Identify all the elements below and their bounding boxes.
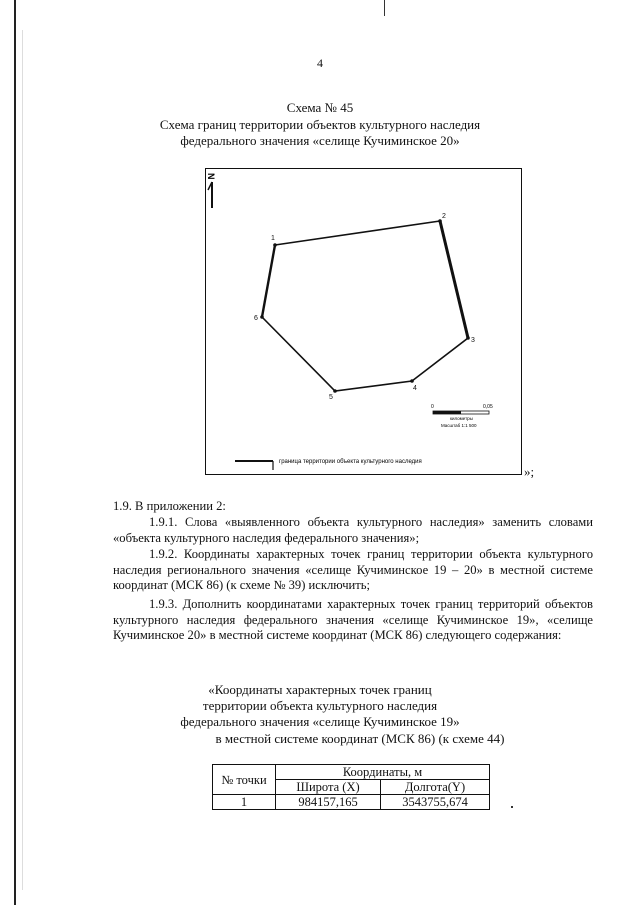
coords-title-line3: федерального значения «селище Кучиминское 19» bbox=[180, 714, 460, 729]
header-lon: Долгота(Y) bbox=[381, 780, 490, 795]
section-heading: 1.9. В приложении 2: bbox=[113, 499, 226, 513]
paragraph-1-9-2: 1.9.2. Координаты характерных точек границ территории объекта культурного наследия регионального значения «селище Кучиминское 19 – 20» в местной системе координат (МСК 86) (к схеме № 39) исключить; bbox=[113, 547, 593, 592]
scheme-map bbox=[205, 168, 522, 475]
vertex-5 bbox=[333, 389, 337, 393]
cell-lon: 3543755,674 bbox=[381, 795, 490, 810]
boundary-polygon bbox=[262, 221, 468, 391]
top-scan-mark bbox=[384, 0, 385, 16]
scale-start: 0 bbox=[430, 403, 434, 410]
vertex-label-6: 6 bbox=[253, 314, 258, 322]
paragraph-1-9-1: 1.9.1. Слова «выявленного объекта культурного наследия» заменить словами «объекта культурного наследия федерального значения»; bbox=[113, 515, 593, 545]
scheme-map-frame bbox=[205, 168, 522, 475]
legend bbox=[235, 459, 422, 470]
boundary-heavy-edge bbox=[440, 221, 468, 338]
vertex-label-1: 1 bbox=[270, 234, 275, 242]
page-number: 4 bbox=[317, 56, 323, 70]
coordinates-table bbox=[212, 764, 490, 810]
scheme-subtitle-line2: федерального значения «селище Кучиминское 20» bbox=[180, 133, 460, 148]
header-coords: Координаты, м bbox=[276, 765, 490, 780]
legend-text: граница территории объекта культурного наследия bbox=[278, 458, 422, 465]
coords-title-line2: территории объекта культурного наследия bbox=[202, 698, 438, 713]
boundary-heavy-edge-west bbox=[262, 245, 275, 317]
cell-lat: 984157,165 bbox=[276, 795, 381, 810]
header-point: № точки bbox=[213, 765, 276, 795]
vertex-1 bbox=[273, 243, 277, 247]
scale-text: Масштаб 1:1 500 bbox=[440, 422, 477, 428]
cell-point: 1 bbox=[213, 795, 276, 810]
vertex-3 bbox=[466, 336, 470, 340]
table-row bbox=[213, 795, 490, 810]
vertex-6 bbox=[260, 315, 264, 319]
scale-unit: километры bbox=[449, 415, 473, 421]
paragraph-1-9-3: 1.9.3. Дополнить координатами характерных точек границ территорий объектов культурного наследия федерального значения «селище Кучиминское 19», «селище Кучиминское 20» в местной системе координат (МСК 86) следующего содержания: bbox=[113, 597, 593, 642]
scheme-subtitle-line1: Схема границ территории объектов культурного наследия bbox=[159, 117, 481, 132]
north-arrow-icon bbox=[208, 182, 212, 208]
vertex-label-2: 2 bbox=[441, 212, 446, 220]
header-lat: Широта (X) bbox=[276, 780, 381, 795]
coords-title-line1: «Координаты характерных точек границ bbox=[208, 682, 432, 697]
scale-end: 0,05 bbox=[482, 403, 493, 410]
scheme-closing-quote: »; bbox=[524, 464, 535, 479]
vertex-label-4: 4 bbox=[412, 384, 417, 392]
coords-title-line4: в местной системе координат (МСК 86) (к схеме 44) bbox=[215, 731, 505, 746]
vertex-label-3: 3 bbox=[470, 336, 475, 344]
scheme-title: Схема № 45 bbox=[286, 100, 354, 115]
north-label: N bbox=[205, 172, 216, 179]
scale-bar bbox=[431, 404, 493, 428]
vertex-4 bbox=[410, 379, 414, 383]
scan-speck bbox=[511, 806, 513, 808]
margin-faint-line bbox=[22, 30, 23, 890]
vertex-label-5: 5 bbox=[328, 393, 333, 401]
